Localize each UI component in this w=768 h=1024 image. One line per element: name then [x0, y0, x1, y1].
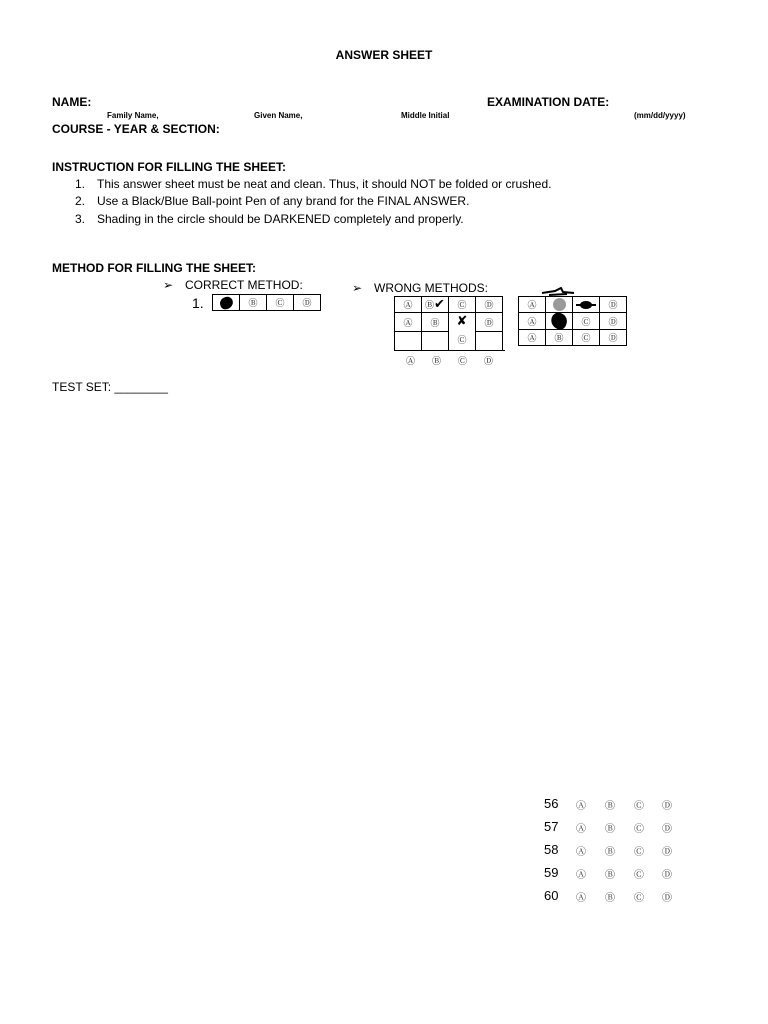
exam-date-label: EXAMINATION DATE:	[487, 95, 610, 109]
filled-bubble	[213, 295, 240, 311]
choice-bubble[interactable]: Ⓓ	[662, 847, 672, 858]
cross-mark-cell	[449, 313, 476, 351]
choice-bubble[interactable]: Ⓒ	[634, 870, 644, 881]
instructions-heading: INSTRUCTION FOR FILLING THE SHEET:	[52, 160, 286, 174]
choice-bubble: Ⓓ	[600, 330, 627, 346]
choice-bubble[interactable]: Ⓓ	[662, 824, 672, 835]
choice-bubble[interactable]: Ⓐ	[576, 801, 586, 812]
choice-bubble[interactable]: Ⓐ	[576, 893, 586, 904]
choice-bubble[interactable]: Ⓑ	[605, 847, 615, 858]
instruction-text: Use a Black/Blue Ball-point Pen of any brand for the FINAL ANSWER.	[97, 194, 470, 208]
choice-bubble: Ⓑ	[546, 330, 573, 346]
choice-bubble: Ⓒ	[449, 297, 476, 313]
question-number: 57	[544, 819, 559, 834]
check-mark-cell	[422, 297, 449, 313]
overfilled-bubble	[546, 313, 573, 330]
strike-line	[394, 350, 505, 351]
wrong-methods-table-2	[518, 296, 627, 346]
choice-bubble[interactable]: Ⓑ	[605, 893, 615, 904]
choice-bubble: Ⓓ	[600, 313, 627, 330]
instruction-number: 3.	[75, 212, 86, 226]
choice-bubble: Ⓓ	[476, 297, 503, 313]
test-set-field	[52, 380, 168, 394]
choice-bubble: Ⓓ	[476, 313, 503, 332]
bullet-arrow-icon: ➢	[163, 278, 174, 292]
choice-bubble: Ⓒ	[573, 330, 600, 346]
strike-through-row	[394, 354, 505, 367]
test-set-label: TEST SET:	[52, 380, 112, 394]
choice-bubble[interactable]: Ⓓ	[662, 893, 672, 904]
check-mark-icon: ✔	[434, 297, 445, 312]
choice-bubble[interactable]: Ⓑ	[605, 801, 615, 812]
scribbled-bubble	[573, 297, 600, 313]
choice-bubble: Ⓓ	[294, 295, 321, 311]
choice-bubble: Ⓑ	[240, 295, 267, 311]
test-set-blank: ________	[114, 380, 168, 394]
family-name-caption: Family Name,	[107, 111, 159, 120]
choice-bubble[interactable]: Ⓒ	[634, 801, 644, 812]
choice-bubble[interactable]: Ⓓ	[662, 801, 672, 812]
overfilled-blob-icon	[549, 311, 570, 332]
choice-bubble[interactable]: Ⓑ	[605, 824, 615, 835]
choice-bubble[interactable]: Ⓐ	[576, 824, 586, 835]
question-number: 58	[544, 842, 559, 857]
choice-bubble: Ⓐ	[519, 297, 546, 313]
empty-cell	[395, 332, 422, 351]
date-format-caption: (mm/dd/yyyy)	[634, 111, 686, 120]
choice-bubble: Ⓒ	[457, 336, 467, 346]
sheet-title: ANSWER SHEET	[335, 48, 433, 62]
scribble-icon	[579, 299, 593, 311]
question-number: 56	[544, 796, 559, 811]
choice-bubble: Ⓐ	[519, 330, 546, 346]
choice-bubble[interactable]: Ⓓ	[662, 870, 672, 881]
choice-bubble[interactable]: Ⓒ	[634, 847, 644, 858]
instruction-text: Shading in the circle should be DARKENED completely and properly.	[97, 212, 464, 226]
wrong-methods-table-1	[394, 296, 503, 351]
choice-bubble: Ⓐ	[405, 357, 415, 367]
choice-bubble: Ⓓ	[600, 297, 627, 313]
instruction-number: 1.	[75, 177, 86, 191]
choice-bubble: Ⓐ	[519, 313, 546, 330]
correct-method-number: 1.	[192, 295, 204, 311]
given-name-caption: Given Name,	[254, 111, 303, 120]
name-label: NAME:	[52, 95, 92, 109]
choice-bubble: Ⓓ	[483, 357, 493, 367]
choice-bubble[interactable]: Ⓐ	[576, 870, 586, 881]
choice-bubble[interactable]: Ⓑ	[605, 870, 615, 881]
choice-bubble: Ⓒ	[573, 313, 600, 330]
bullet-arrow-icon: ➢	[352, 281, 363, 295]
method-heading: METHOD FOR FILLING THE SHEET:	[52, 261, 256, 275]
choice-bubble: Ⓐ	[395, 297, 422, 313]
choice-bubble: Ⓐ	[395, 313, 422, 332]
gray-shaded-icon	[553, 298, 566, 311]
middle-initial-caption: Middle Initial	[401, 111, 450, 120]
choice-bubble[interactable]: Ⓒ	[634, 824, 644, 835]
instruction-text: This answer sheet must be neat and clean. Thus, it should NOT be folded or crushed.	[97, 177, 552, 191]
empty-cell	[422, 332, 449, 351]
wrong-methods-label: WRONG METHODS:	[374, 281, 488, 295]
choice-bubble[interactable]: Ⓐ	[576, 847, 586, 858]
choice-bubble[interactable]: Ⓒ	[634, 893, 644, 904]
choice-bubble: Ⓑ	[425, 301, 435, 311]
instruction-number: 2.	[75, 194, 86, 208]
empty-cell	[476, 332, 503, 351]
choice-bubble: Ⓒ	[267, 295, 294, 311]
correct-method-label: CORRECT METHOD:	[185, 278, 303, 292]
question-number: 59	[544, 865, 559, 880]
question-number: 60	[544, 888, 559, 903]
scribble-mark-icon	[541, 284, 575, 294]
choice-bubble: Ⓒ	[457, 357, 467, 367]
correct-method-table	[212, 294, 321, 311]
choice-bubble: Ⓑ	[422, 313, 449, 332]
gray-bubble	[546, 297, 573, 313]
cross-mark-icon: ✘	[456, 314, 468, 329]
course-label: COURSE - YEAR & SECTION:	[52, 122, 220, 136]
filled-blob-icon	[218, 295, 234, 310]
choice-bubble: Ⓑ	[431, 357, 441, 367]
